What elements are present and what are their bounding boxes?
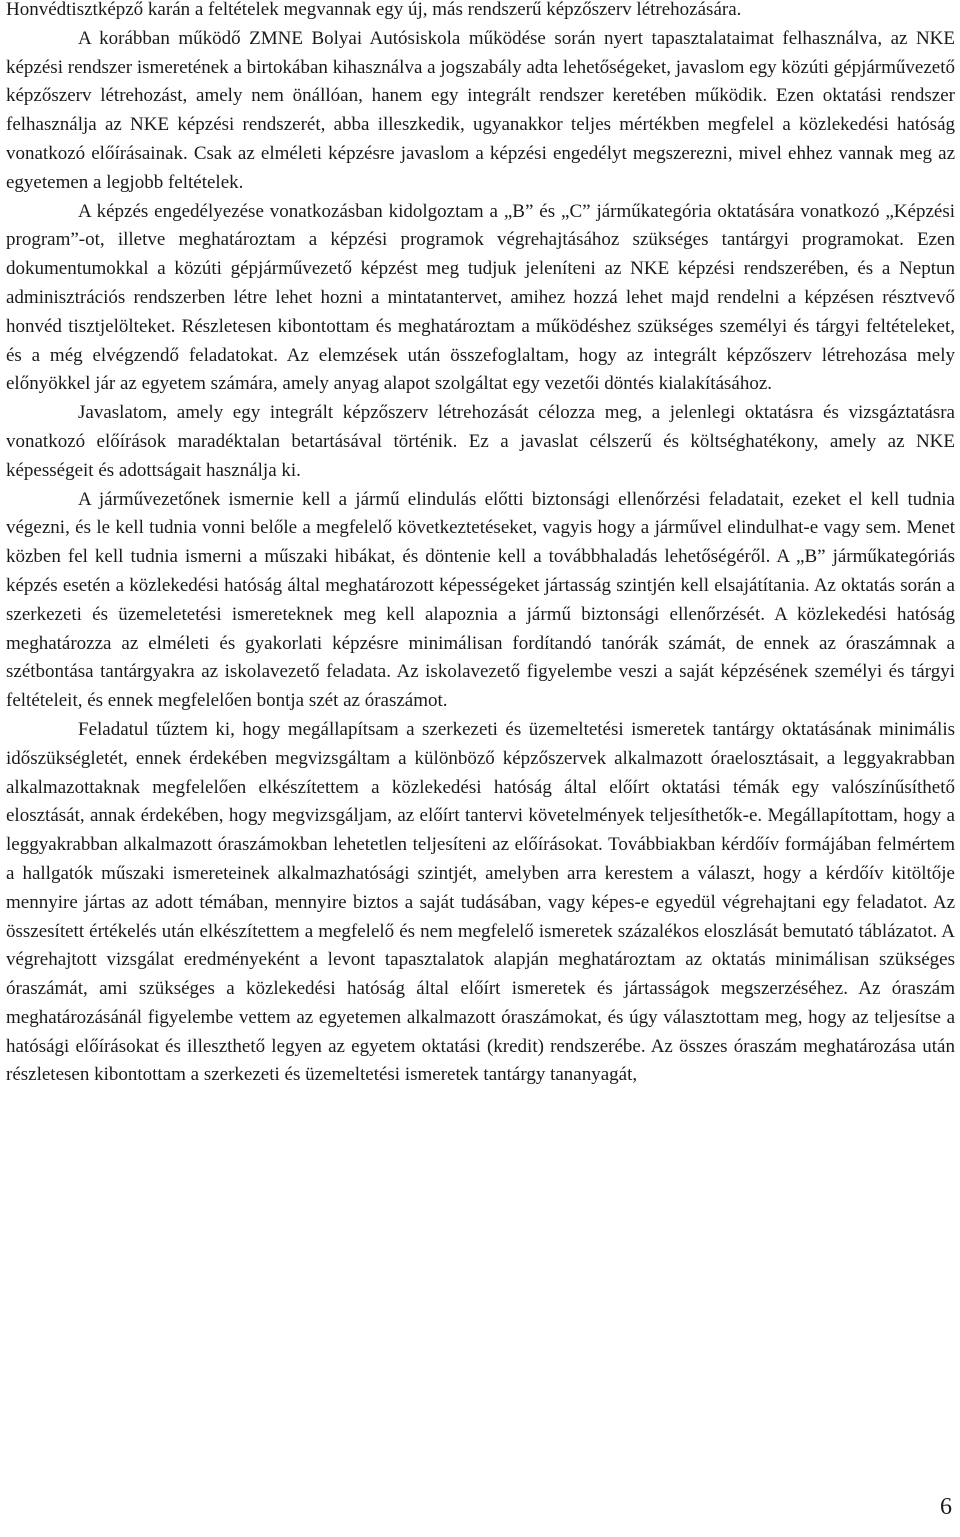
paragraph-2: A korábban működő ZMNE Bolyai Autósiskola működése során nyert tapasztalataimat felhasználva, az NKE képzési rendszer ismeretének a birtokában kihasználva a jogszabály adta lehetőségeket, javaslom egy közúti gépjárművezető képzőszerv létrehozást, amely nem önállóan, hanem egy integrált rendszer keretében működik. Ezen oktatási rendszer felhasználja az NKE képzési rendszerét, abba illeszkedik, ugyanakkor teljes mértékben megfelel a közlekedési hatóság vonatkozó előírásainak. Csak az elméleti képzésre javaslom a képzési engedélyt megszerezni, mivel ehhez vannak meg az egyetemen a legjobb feltételek. xyxy=(6,27,955,193)
paragraph-6: Feladatul tűztem ki, hogy megállapítsam a szerkezeti és üzemeltetési ismeretek tantárgy oktatásának minimális időszükségletét, ennek érdekében megvizsgáltam a különböző képzőszervek alkalmazott óraelosztásait, a leggyakrabban alkalmazottaknak megfelelően elkészítettem a közlekedési hatóság által előírt oktatási témák egy valószínűsíthető elosztását, annak érdekében, hogy megvizsgáljam, az előírt tantervi követelmények teljesíthetők-e. Megállapítottam, hogy a leggyakrabban alkalmazott óraszámokban lehetetlen teljesíteni az előírásokat. Továbbiakban kérdőív formájában felmértem a hallgatók műszaki ismereteinek alkalmazhatósági szintjét, amelyben arra kerestem a választ, hogy a kérdőív kitöltője mennyire jártas az adott témában, mennyire biztos a saját tudásában, vagy képes-e egyedül végrehajtani egy feladatot. Az összesített értékelés után elkészítettem a megfelelő és nem megfelelő ismeretek százalékos eloszlását bemutató táblázatot. A végrehajtott vizsgálat eredményeként a levont tapasztalatok alapján meghatároztam az oktatás minimálisan szükséges óraszámát, ami szükséges a közlekedési hatóság által előírt ismeretek és jártasságok megszerzéséhez. Az óraszám meghatározásánál figyelembe vettem az egyetemen alkalmazott óraszámokat, és úgy választottam meg, hogy az teljesítse a hatósági előírásokat és illeszthető legyen az egyetem oktatási (kredit) rendszerébe. Az összes óraszám meghatározása után részletesen kibontottam a szerkezeti és üzemeltetési ismeretek tantárgy tananyagát, xyxy=(6,718,955,1086)
paragraph-5: A járművezetőnek ismernie kell a jármű elindulás előtti biztonsági ellenőrzési feladatait, ezeket el kell tudnia végezni, és le kell tudnia vonni belőle a megfelelő következtetéseket, vagyis hogy a járművel elindulhat-e vagy sem. Menet közben fel kell tudnia ismerni a műszaki hibákat, és döntenie kell a továbbhaladás lehetőségéről. A „B” járműkategóriás képzés esetén a közlekedési hatóság által meghatározott képességeket jártasság szintjén kell elsajátítania. Az oktatás során a szerkezeti és üzemeletetési ismereteknek meg kell alapoznia a jármű biztonsági ellenőrzését. A közlekedési hatóság meghatározza az elméleti és gyakorlati képzésre minimálisan fordítandó tanórák számát, de ennek az óraszámnak a szétbontása tantárgyakra az iskolavezető feladata. Az iskolavezető figyelembe veszi a saját képzésének személyi és tárgyi feltételeit, és ennek megfelelően bontja szét az óraszámot. xyxy=(6,488,955,712)
page-number: 6 xyxy=(940,1494,952,1520)
paragraph-4: Javaslatom, amely egy integrált képzőszerv létrehozását célozza meg, a jelenlegi oktatásra és vizsgáztatásra vonatkozó előírások maradéktalan betartásával történik. Ez a javaslat célszerű és költséghatékony, amely az NKE képességeit és adottságait használja ki. xyxy=(6,402,955,481)
paragraph-3: A képzés engedélyezése vonatkozásban kidolgoztam a „B” és „C” járműkategória oktatására vonatkozó „Képzési program”-ot, illetve meghatároztam a képzési programok végrehajtásához szükséges tantárgyi programokat. Ezen dokumentumokkal a közúti gépjárművezető képzést meg tudjuk jeleníteni az NKE képzési rendszerében, és a Neptun adminisztrációs rendszerben létre lehet hozni a mintatantervet, amihez hozzá lehet majd rendelni a képzésen résztvevő honvéd tisztjelölteket. Részletesen kibontottam és meghatároztam a működéshez szükséges személyi és tárgyi feltételeket, és a még elvégzendő feladatokat. Az elemzések után összefoglaltam, hogy az integrált képzőszerv létrehozása mely előnyökkel jár az egyetem számára, amely anyag alapot szolgáltat egy vezetői döntés kialakításához. xyxy=(6,200,955,395)
document-body xyxy=(6,0,955,1090)
paragraph-1: Honvédtisztképző karán a feltételek megvannak egy új, más rendszerű képzőszerv létrehozására. xyxy=(6,0,742,20)
